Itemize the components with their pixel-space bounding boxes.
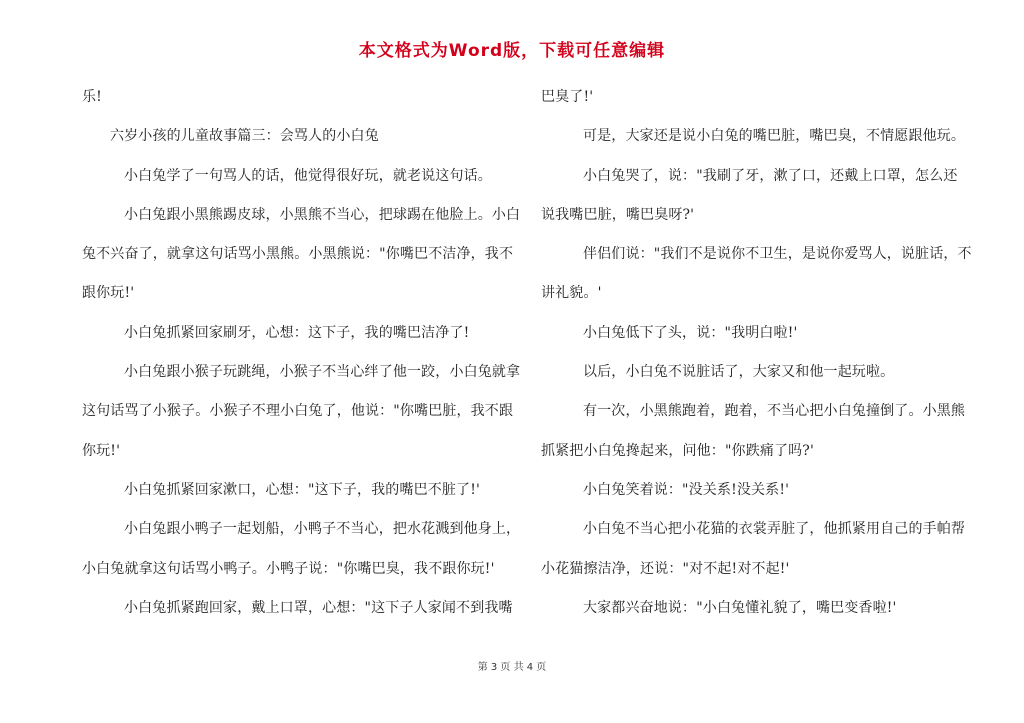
- text-line: 小白兔抓紧跑回家，戴上口罩，心想："这下子人家闻不到我嘴: [124, 599, 513, 616]
- document-header-title: 本文格式为Word版，下载可任意编辑: [358, 41, 666, 61]
- page-number-footer: 第 3 页 共 4 页: [477, 662, 547, 673]
- text-line: 小白兔笑着说："没关系!没关系!': [583, 481, 790, 498]
- text-line: 小白兔哭了，说："我刷了牙，漱了口，还戴上口罩，怎么还: [583, 167, 958, 184]
- text-line: 小白兔学了一句骂人的话，他觉得很好玩，就老说这句话。: [124, 167, 492, 184]
- text-line: 小白兔跟小鸭子一起划船，小鸭子不当心，把水花溅到他身上，: [124, 521, 521, 538]
- text-line: 可是，大家还是说小白兔的嘴巴脏，嘴巴臭，不情愿跟他玩。: [583, 128, 966, 145]
- left-text-column: [82, 78, 521, 628]
- text-line: 小花猫擦洁净，还说："对不起!对不起!': [541, 560, 790, 577]
- text-line: 伴侣们说："我们不是说你不卫生，是说你爱骂人，说脏话，不: [583, 246, 972, 263]
- text-line: 跟你玩!': [82, 285, 135, 302]
- text-line: 小白兔不当心把小花猫的衣裳弄脏了，他抓紧用自己的手帕帮: [583, 521, 966, 538]
- text-line: 有一次，小黑熊跑着，跑着，不当心把小白兔撞倒了。小黑熊: [583, 403, 966, 420]
- text-line: 小白兔低下了头，说："我明白啦!': [583, 324, 798, 341]
- text-line: 乐!: [82, 89, 102, 105]
- section-heading: 六岁小孩的儿童故事篇三：会骂人的小白兔: [110, 128, 379, 145]
- text-line: 巴臭了!': [541, 89, 594, 105]
- right-text-column: [541, 78, 971, 628]
- text-line: 小白兔跟小黑熊踢皮球，小黑熊不当心，把球踢在他脸上。小白: [124, 206, 521, 223]
- text-line: 小白兔抓紧回家刷牙，心想：这下子，我的嘴巴洁净了!: [124, 324, 470, 341]
- text-line: 小白兔跟小猴子玩跳绳，小猴子不当心绊了他一跤，小白兔就拿: [124, 364, 521, 381]
- text-line: 这句话骂了小猴子。小猴子不理小白兔了，他说："你嘴巴脏，我不跟: [82, 403, 514, 420]
- text-line: 以后，小白兔不说脏话了，大家又和他一起玩啦。: [583, 364, 895, 381]
- text-line: 小白兔抓紧回家漱口，心想："这下子，我的嘴巴不脏了!': [124, 481, 480, 498]
- text-line: 大家都兴奋地说："小白兔懂礼貌了，嘴巴变香啦!': [583, 599, 897, 616]
- text-line: 抓紧把小白兔搀起来，问他："你跌痛了吗?': [541, 442, 814, 459]
- text-line: 兔不兴奋了，就拿这句话骂小黑熊。小黑熊说："你嘴巴不洁净，我不: [82, 246, 514, 263]
- text-line: 说我嘴巴脏，嘴巴臭呀?': [541, 206, 695, 223]
- text-line: 你玩!': [82, 442, 121, 459]
- text-line: 小白兔就拿这句话骂小鸭子。小鸭子说："你嘴巴臭，我不跟你玩!': [82, 560, 495, 577]
- text-line: 讲礼貌。': [541, 285, 602, 302]
